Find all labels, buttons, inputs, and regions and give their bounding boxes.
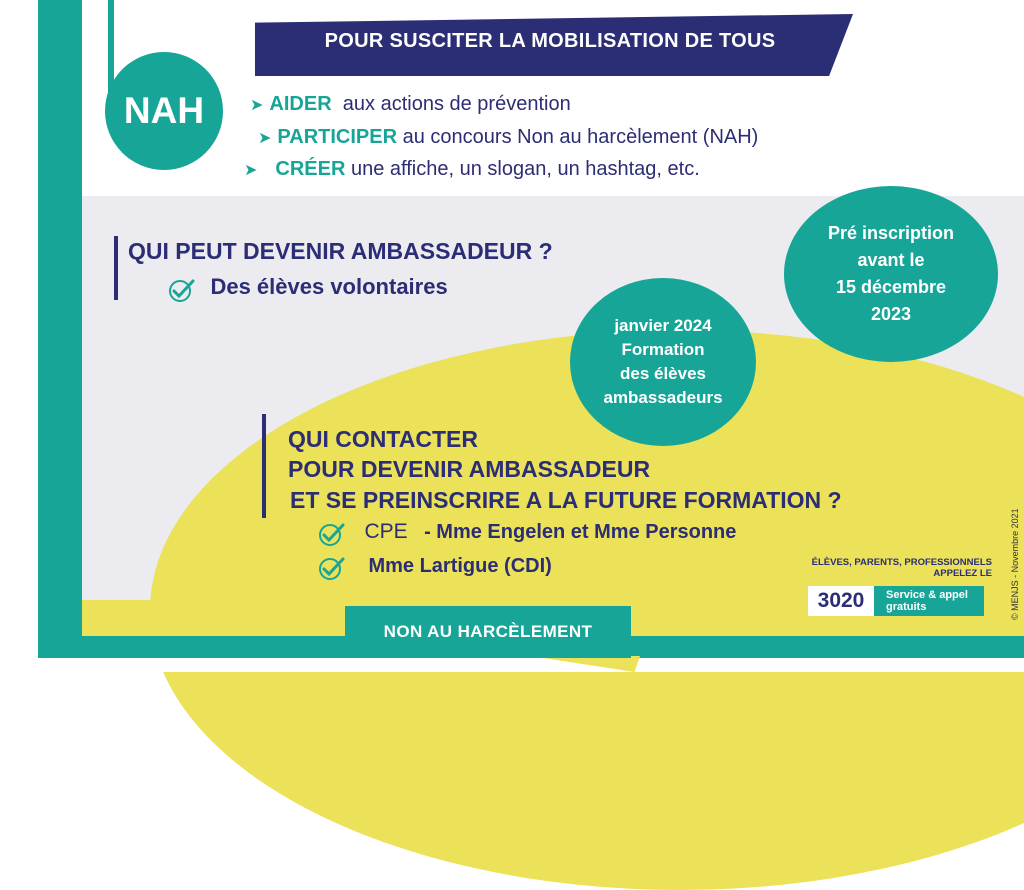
- check-icon: [318, 522, 346, 546]
- action-keyword: AIDER: [269, 93, 332, 115]
- bottom-white-strip: [0, 658, 1024, 672]
- formation-line: Formation: [621, 340, 705, 359]
- action-text: au concours Non au harcèlement (NAH): [402, 126, 759, 148]
- helpline-number: 3020: [817, 589, 865, 612]
- cpe-names: - Mme Engelen et Mme Personne: [424, 521, 737, 543]
- action-keyword: PARTICIPER: [277, 126, 398, 148]
- formation-circle: [570, 278, 756, 446]
- left-teal-bar: [38, 0, 82, 658]
- contact-item-cpe: [318, 520, 736, 546]
- helpline-service: [874, 586, 984, 616]
- helpline-caption-line: APPELEZ LE: [933, 568, 992, 579]
- helpline-caption-line: ÉLÈVES, PARENTS, PROFESSIONNELS: [811, 557, 992, 568]
- nah-label: NAH: [123, 90, 205, 131]
- action-keyword: CRÉER: [275, 158, 346, 180]
- helpline-caption: [740, 557, 992, 579]
- section-accent-bar: [262, 414, 266, 518]
- cpe-label: CPE: [364, 520, 408, 543]
- preinscription-line: 2023: [870, 304, 912, 324]
- action-item-creer: [244, 158, 700, 181]
- contact-line-3: ET SE PREINSCRIRE A LA FUTURE FORMATION ?: [290, 487, 842, 513]
- cdi-name: Mme Lartigue (CDI): [368, 555, 552, 577]
- action-item-participer: [258, 126, 758, 149]
- copyright-notice: © MENJS - Novembre 2021: [1010, 508, 1020, 620]
- action-text: une affiche, un slogan, un hashtag, etc.: [350, 158, 700, 180]
- preinscription-line: Pré inscription: [827, 223, 955, 243]
- banner-title: POUR SUSCITER LA MOBILISATION DE TOUS: [324, 30, 776, 52]
- arrow-icon: ➤: [250, 97, 264, 114]
- nah-badge: [105, 52, 223, 170]
- action-item-aider: [250, 93, 571, 116]
- check-icon: [318, 556, 346, 580]
- who-answer-row: [168, 274, 448, 302]
- formation-line: ambassadeurs: [603, 388, 723, 407]
- service-line: Service & appel: [886, 589, 968, 601]
- arrow-icon: ➤: [258, 130, 272, 147]
- arrow-icon: ➤: [244, 162, 258, 179]
- preinscription-circle: [784, 186, 998, 362]
- action-text: aux actions de prévention: [342, 93, 571, 115]
- contact-item-cdi: [318, 555, 552, 580]
- check-icon: [168, 278, 196, 302]
- contact-line-2: POUR DEVENIR AMBASSADEUR: [288, 456, 651, 482]
- who-answer: Des élèves volontaires: [210, 274, 448, 299]
- formation-line: des élèves: [619, 364, 706, 383]
- who-heading: QUI PEUT DEVENIR AMBASSADEUR ?: [128, 238, 553, 264]
- preinscription-line: 15 décembre: [835, 277, 947, 297]
- section-accent-bar: [114, 236, 118, 300]
- service-line: gratuits: [886, 601, 927, 613]
- non-au-harcelement-label: NON AU HARCÈLEMENT: [383, 622, 593, 641]
- contact-line-1: QUI CONTACTER: [288, 426, 478, 452]
- preinscription-line: avant le: [857, 250, 925, 270]
- formation-line: janvier 2024: [614, 316, 712, 335]
